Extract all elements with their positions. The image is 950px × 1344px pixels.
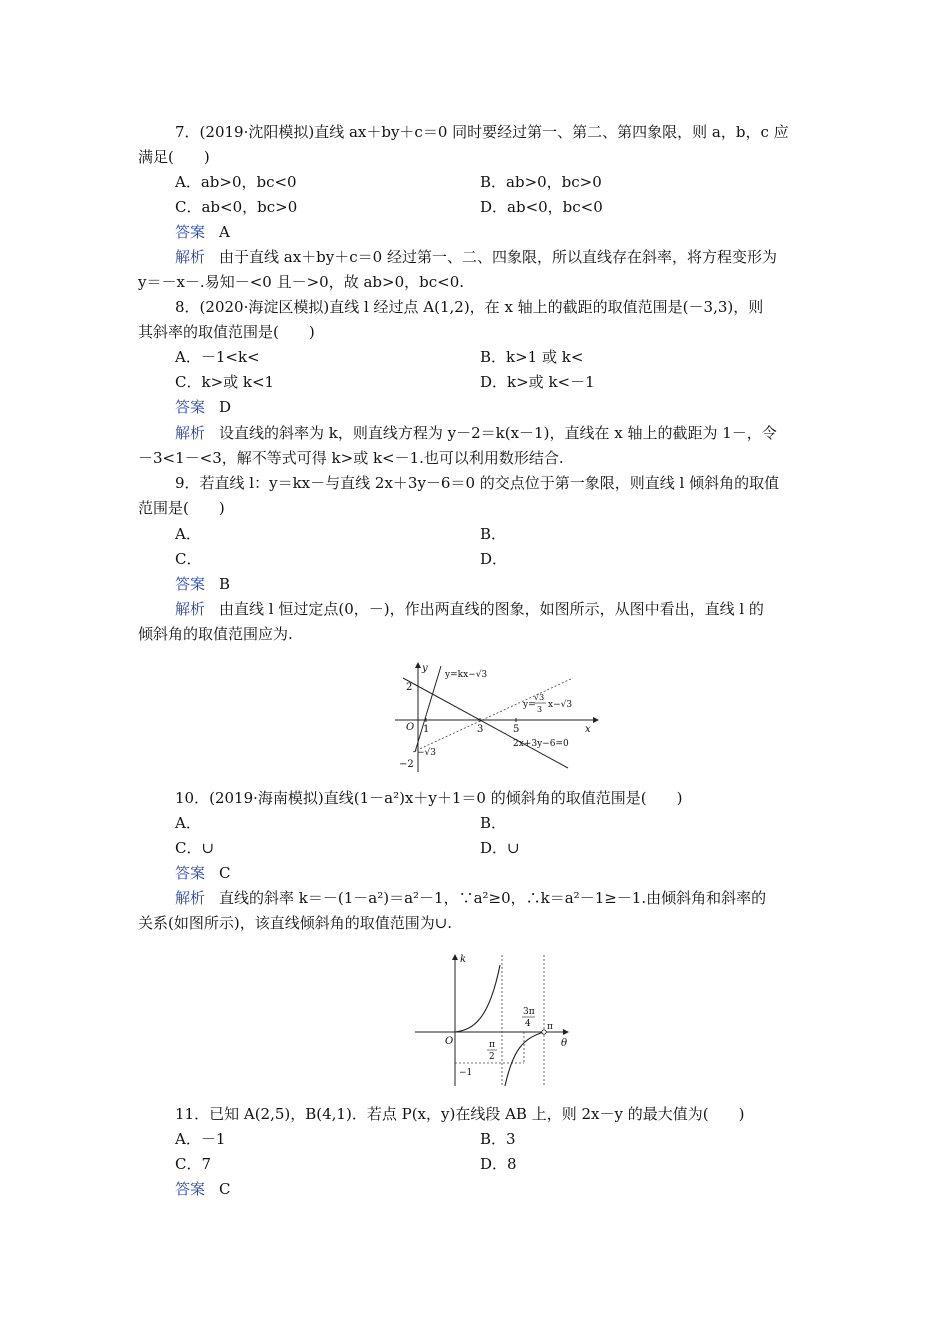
q9-option-a: A． xyxy=(175,525,201,543)
q7-option-a: A．ab>0，bc<0 xyxy=(175,173,297,191)
q9-option-d: D． xyxy=(480,550,508,568)
tick-1: 1 xyxy=(423,724,430,735)
neg1-label: −1 xyxy=(459,1068,473,1078)
q7-options-row1 xyxy=(175,172,875,192)
answer-label: 答案 xyxy=(175,1180,206,1198)
x-axis-arrow xyxy=(593,717,599,723)
q8-analysis-line1 xyxy=(175,423,777,443)
label-dashed-num: √3 xyxy=(534,693,545,702)
q9-answer xyxy=(175,574,230,594)
answer-label: 答案 xyxy=(175,398,206,416)
q7-answer xyxy=(175,222,230,242)
q10-options-row1 xyxy=(175,813,875,833)
y-axis-arrow xyxy=(415,662,421,668)
tick-3: 3 xyxy=(477,724,484,735)
q9-options-row2 xyxy=(175,549,875,569)
q8-options-row2 xyxy=(175,372,875,392)
q10-option-a: A． xyxy=(175,814,201,832)
pi-half-num: π xyxy=(489,1040,495,1050)
q8-stem-line1: 8．(2020·海淀区模拟)直线 l 经过点 A(1,2)，在 x 轴上的截距的取值范围是(－3,3)，则 xyxy=(175,298,764,316)
q11-option-a: A．－1 xyxy=(175,1130,226,1148)
q11-option-c: C．7 xyxy=(175,1155,212,1173)
tick-neg2: −2 xyxy=(399,759,414,770)
y-axis-label: y xyxy=(422,663,428,674)
answer-label: 答案 xyxy=(175,864,206,882)
three-pi-den: 4 xyxy=(525,1019,531,1029)
q8-answer xyxy=(175,397,231,417)
tick-5: 5 xyxy=(513,724,520,735)
q10-options-row2 xyxy=(175,838,875,858)
q9-analysis-line1 xyxy=(175,599,764,619)
answer-value: C xyxy=(219,1180,231,1198)
label-dashed-post: x−√3 xyxy=(548,700,573,710)
label-neg-sqrt3: −√3 xyxy=(417,748,437,758)
origin-label: O xyxy=(445,1036,454,1047)
q7-option-b: B．ab>0，bc>0 xyxy=(480,173,602,191)
q8-option-d: D．k>或 k<－1 xyxy=(480,373,595,391)
open-point-pi xyxy=(542,1030,546,1034)
line-l xyxy=(415,666,441,752)
q9-stem-line1: 9．若直线 l：y＝kx－与直线 2x＋3y－6＝0 的交点位于第一象限，则直线 l 倾斜角的取值 xyxy=(175,474,780,492)
q9-figure xyxy=(393,660,603,775)
three-pi-num: 3π xyxy=(523,1007,535,1017)
q11-option-b: B．3 xyxy=(480,1130,516,1148)
q10-analysis-line1 xyxy=(175,888,766,908)
q10-analysis-line2: 关系(如图所示)，该直线倾斜角的取值范围为∪. xyxy=(138,914,453,932)
q8-options-row1 xyxy=(175,347,875,367)
tan-curve-left xyxy=(455,965,500,1032)
q11-options-row1 xyxy=(175,1129,875,1149)
q9-stem-line2: 范围是( ) xyxy=(138,499,225,517)
q10-option-c: C．∪ xyxy=(175,839,215,857)
q10-option-b: B． xyxy=(480,814,507,832)
analysis-text: 由于直线 ax＋by＋c＝0 经过第一、二、四象限，所以直线存在斜率，将方程变形为 xyxy=(219,248,777,266)
answer-label: 答案 xyxy=(175,223,206,241)
q7-option-c: C．ab<0，bc>0 xyxy=(175,198,298,216)
answer-value: A xyxy=(219,223,230,241)
q8-option-c: C．k>或 k<1 xyxy=(175,373,275,391)
analysis-label: 解析 xyxy=(175,600,206,618)
q7-option-d: D．ab<0，bc<0 xyxy=(480,198,603,216)
answer-value: B xyxy=(219,575,231,593)
q8-option-b: B．k>1 或 k< xyxy=(480,348,584,366)
pi-label: π xyxy=(547,1022,553,1032)
q10-answer xyxy=(175,863,231,883)
pi-half-den: 2 xyxy=(489,1052,495,1062)
q8-stem-line2: 其斜率的取值范围是( ) xyxy=(138,323,315,341)
label-line2: 2x+3y−6=0 xyxy=(513,739,569,749)
q7-stem-line1: 7．(2019·沈阳模拟)直线 ax＋by＋c＝0 同时要经过第一、第二、第四象限，则 a，b，c 应 xyxy=(175,123,789,141)
answer-value: D xyxy=(219,398,232,416)
x-axis-label: x xyxy=(585,724,591,735)
label-l: y=kx−√3 xyxy=(445,670,488,680)
analysis-text: 直线的斜率 k＝－(1－a²)＝a²－1，∵a²≥0，∴k＝a²－1≥－1.由倾斜角和斜率的 xyxy=(219,889,767,907)
q9-options-row1 xyxy=(175,524,875,544)
tick-2: 2 xyxy=(406,682,413,693)
analysis-text: 由直线 l 恒过定点(0，－)，作出两直线的图象，如图所示，从图中看出，直线 l 的 xyxy=(219,600,764,618)
theta-axis-arrow xyxy=(563,1029,569,1035)
q7-analysis-line2: y＝－x－.易知－<0 且－>0，故 ab>0，bc<0. xyxy=(138,273,465,291)
theta-axis-label: θ xyxy=(561,1038,568,1049)
q11-stem-line1: 11．已知 A(2,5)，B(4,1)．若点 P(x，y)在线段 AB 上，则 2x－y 的最大值为( ) xyxy=(175,1105,745,1123)
k-axis-label: k xyxy=(460,954,467,965)
q11-option-d: D．8 xyxy=(480,1155,517,1173)
q11-options-row2 xyxy=(175,1154,875,1174)
q9-analysis-line2: 倾斜角的取值范围应为. xyxy=(138,625,293,643)
q8-option-a: A．－1<k< xyxy=(175,348,260,366)
origin-label: O xyxy=(406,722,415,733)
q10-figure xyxy=(413,950,578,1090)
q10-option-d: D．∪ xyxy=(480,839,520,857)
q7-stem-line2: 满足( ) xyxy=(138,148,210,166)
analysis-text: 设直线的斜率为 k，则直线方程为 y－2＝k(x－1)，直线在 x 轴上的截距为 1－，令 xyxy=(219,424,777,442)
analysis-label: 解析 xyxy=(175,889,206,907)
analysis-label: 解析 xyxy=(175,424,206,442)
q7-analysis-line1 xyxy=(175,247,777,267)
q11-answer xyxy=(175,1179,231,1199)
tan-curve-right xyxy=(505,1032,544,1086)
answer-value: C xyxy=(219,864,231,882)
label-dashed-pre: y= xyxy=(523,700,536,710)
q8-analysis-line2: －3<1－<3，解不等式可得 k>或 k<－1.也可以利用数形结合. xyxy=(138,449,564,467)
answer-label: 答案 xyxy=(175,575,206,593)
q10-stem-line1: 10．(2019·海南模拟)直线(1－a²)x＋y＋1＝0 的倾斜角的取值范围是( ) xyxy=(175,789,683,807)
q9-option-b: B． xyxy=(480,525,507,543)
q7-options-row2 xyxy=(175,197,875,217)
analysis-label: 解析 xyxy=(175,248,206,266)
label-dashed-den: 3 xyxy=(537,705,543,714)
k-axis-arrow xyxy=(452,954,458,960)
q9-option-c: C． xyxy=(175,550,202,568)
